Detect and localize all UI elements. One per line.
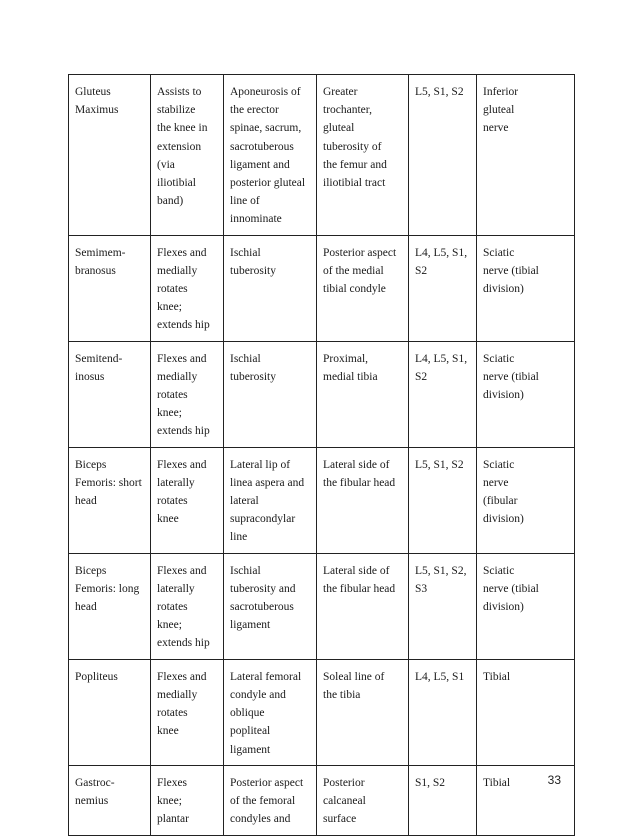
table-row (69, 553, 575, 659)
table-row (69, 235, 575, 341)
action-cell: Flexes and medially rotates knee; extends hip (151, 341, 224, 447)
insertion-cell: Soleal line of the tibia (317, 659, 409, 765)
action-cell: Flexes and laterally rotates knee (151, 447, 224, 553)
innervation-cell: Tibial (477, 765, 575, 835)
muscle-cell: Semimem- branosus (69, 235, 151, 341)
innervation-cell: Tibial (477, 659, 575, 765)
muscle-cell: Gluteus Maximus (69, 75, 151, 236)
table-row (69, 75, 575, 236)
muscle-cell: Biceps Femoris: short head (69, 447, 151, 553)
origin-cell: Ischial tuberosity and sacrotuberous ligament (224, 553, 317, 659)
innervation-cell: Sciatic nerve (tibial division) (477, 341, 575, 447)
action-cell: Flexes and laterally rotates knee; extends hip (151, 553, 224, 659)
origin-cell: Ischial tuberosity (224, 341, 317, 447)
insertion-cell: Greater trochanter, gluteal tuberosity of the femur and iliotibial tract (317, 75, 409, 236)
insertion-cell: Proximal, medial tibia (317, 341, 409, 447)
origin-cell: Ischial tuberosity (224, 235, 317, 341)
origin-cell: Aponeurosis of the erector spinae, sacrum, sacrotuberous ligament and posterior gluteal line of innominate (224, 75, 317, 236)
page-number: 33 (547, 773, 561, 787)
insertion-cell: Posterior aspect of the medial tibial condyle (317, 235, 409, 341)
innervation-cell: Sciatic nerve (tibial division) (477, 235, 575, 341)
origin-cell: Posterior aspect of the femoral condyles and (224, 765, 317, 835)
action-cell: Assists to stabilize the knee in extension (via iliotibial band) (151, 75, 224, 236)
innervation-cell: Sciatic nerve (fibular division) (477, 447, 575, 553)
table-row (69, 765, 575, 835)
table-row (69, 341, 575, 447)
innervation-cell: Inferior gluteal nerve (477, 75, 575, 236)
insertion-cell: Lateral side of the fibular head (317, 447, 409, 553)
muscle-cell: Biceps Femoris: long head (69, 553, 151, 659)
origin-cell: Lateral lip of linea aspera and lateral supracondylar line (224, 447, 317, 553)
nerve-root-cell: L4, L5, S1, S2 (409, 235, 477, 341)
nerve-root-cell: L5, S1, S2, S3 (409, 553, 477, 659)
nerve-root-cell: L4, L5, S1 (409, 659, 477, 765)
nerve-root-cell: L5, S1, S2 (409, 75, 477, 236)
table-row (69, 447, 575, 553)
nerve-root-cell: L5, S1, S2 (409, 447, 477, 553)
muscle-cell: Popliteus (69, 659, 151, 765)
insertion-cell: Lateral side of the fibular head (317, 553, 409, 659)
nerve-root-cell: L4, L5, S1, S2 (409, 341, 477, 447)
muscle-cell: Gastroc- nemius (69, 765, 151, 835)
nerve-root-cell: S1, S2 (409, 765, 477, 835)
insertion-cell: Posterior calcaneal surface (317, 765, 409, 835)
action-cell: Flexes knee; plantar (151, 765, 224, 835)
origin-cell: Lateral femoral condyle and oblique popliteal ligament (224, 659, 317, 765)
innervation-cell: Sciatic nerve (tibial division) (477, 553, 575, 659)
table-row (69, 659, 575, 765)
action-cell: Flexes and medially rotates knee (151, 659, 224, 765)
action-cell: Flexes and medially rotates knee; extends hip (151, 235, 224, 341)
muscle-table (68, 74, 575, 836)
muscle-cell: Semitend- inosus (69, 341, 151, 447)
